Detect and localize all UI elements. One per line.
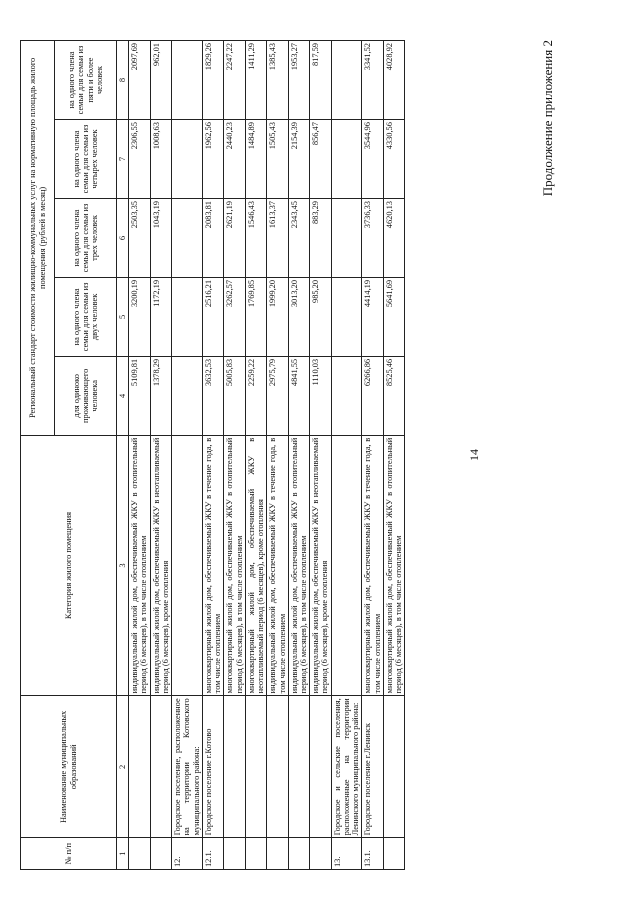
row-value: 3262,57 (224, 277, 245, 356)
row-value: 962,01 (150, 41, 171, 120)
row-value: 883,29 (310, 199, 331, 278)
row-value: 6266,86 (362, 356, 383, 435)
row-number (267, 838, 288, 870)
row-value: 2083,81 (202, 199, 223, 278)
row-value: 1953,27 (288, 41, 309, 120)
table-row (288, 41, 309, 870)
standards-table (20, 40, 405, 870)
row-value (331, 41, 362, 120)
row-number (288, 838, 309, 870)
row-category (331, 435, 362, 696)
row-value: 2306,55 (129, 120, 150, 199)
row-municipality: Городское и сельские поселения, расположенные на территории Ленинского муниципального района: (331, 696, 362, 838)
row-value: 1505,43 (267, 120, 288, 199)
row-category (172, 435, 203, 696)
table-row (129, 41, 150, 870)
row-value (331, 120, 362, 199)
row-municipality: Городское поселение г.Ленинск (362, 696, 383, 838)
row-value: 1378,29 (150, 356, 171, 435)
row-category: индивидуальный жилой дом, обеспечиваемый ЖКУ в течение года, в том числе отоплением (267, 435, 288, 696)
table-row (150, 41, 171, 870)
table-row (362, 41, 383, 870)
table-row (310, 41, 331, 870)
row-value (172, 277, 203, 356)
row-municipality: Городское поселение г.Котово (202, 696, 223, 838)
row-category: индивидуальный жилой дом, обеспечиваемый ЖКУ в неотапливаемый период (6 месяцев), кроме отопления (150, 435, 171, 696)
header-num: № п/п (21, 838, 117, 870)
row-value: 4414,19 (362, 277, 383, 356)
row-value: 4620,13 (383, 199, 404, 278)
row-value: 4841,55 (288, 356, 309, 435)
row-value: 8525,46 (383, 356, 404, 435)
table-row (172, 41, 203, 870)
row-value (331, 356, 362, 435)
row-municipality: Городское поселение, расположенное на территории Котовского муниципального района: (172, 696, 203, 838)
row-value: 5109,81 (129, 356, 150, 435)
row-value: 3341,52 (362, 41, 383, 120)
row-value: 1043,19 (150, 199, 171, 278)
row-municipality (150, 696, 171, 838)
table-row (202, 41, 223, 870)
row-value: 4028,92 (383, 41, 404, 120)
row-number (310, 838, 331, 870)
row-value: 1484,89 (245, 120, 266, 199)
table-row (245, 41, 266, 870)
row-value (331, 277, 362, 356)
row-value: 1008,63 (150, 120, 171, 199)
column-number: 4 (117, 356, 129, 435)
row-value: 817,59 (310, 41, 331, 120)
row-value: 2621,19 (224, 199, 245, 278)
row-municipality (267, 696, 288, 838)
row-value: 1110,03 (310, 356, 331, 435)
row-value (172, 120, 203, 199)
header-municipality: Наименование муниципальных образований (21, 696, 117, 838)
column-number: 6 (117, 199, 129, 278)
header-sub-5: на одного члена семьи для семьи из пяти и более человек (55, 41, 117, 120)
row-value: 3736,33 (362, 199, 383, 278)
row-value (172, 41, 203, 120)
row-category: индивидуальный жилой дом, обеспечиваемый ЖКУ в отопительный период (6 месяцев), в том числе отоплением (129, 435, 150, 696)
row-number: 12. (172, 838, 203, 870)
row-category: многоквартирный жилой дом, обеспечиваемый ЖКУ в неотапливаемый период (6 месяцев), кроме отопления (245, 435, 266, 696)
row-category: индивидуальный жилой дом, обеспечиваемый ЖКУ в отопительный период (6 месяцев), в том числе отоплением (288, 435, 309, 696)
header-sub-4: на одного члена семьи для семьи из четырех человек (55, 120, 117, 199)
row-value: 2259,22 (245, 356, 266, 435)
row-municipality (310, 696, 331, 838)
row-value: 1999,20 (267, 277, 288, 356)
row-value: 1546,43 (245, 199, 266, 278)
row-value (172, 356, 203, 435)
row-category: индивидуальный жилой дом, обеспечиваемый ЖКУ в неотапливаемый период (6 месяцев), кроме отопления (310, 435, 331, 696)
row-value: 2247,22 (224, 41, 245, 120)
row-value: 2097,69 (129, 41, 150, 120)
row-number: 13. (331, 838, 362, 870)
header-category: Категория жилого помещения (21, 435, 117, 696)
row-value: 1411,29 (245, 41, 266, 120)
table-row (383, 41, 404, 870)
row-municipality (245, 696, 266, 838)
column-number: 5 (117, 277, 129, 356)
column-number: 3 (117, 435, 129, 696)
column-number: 2 (117, 696, 129, 838)
row-municipality (288, 696, 309, 838)
row-value (172, 199, 203, 278)
row-value: 3200,19 (129, 277, 150, 356)
header-sub-2: на одного члена семьи для семьи из двух человек (55, 277, 117, 356)
column-number: 1 (117, 838, 129, 870)
row-value: 1613,37 (267, 199, 288, 278)
row-number (150, 838, 171, 870)
row-value: 4330,56 (383, 120, 404, 199)
row-category: многоквартирный жилой дом, обеспечиваемый ЖКУ в отопительный период (6 месяцев), в том числе отоплением (383, 435, 404, 696)
row-value: 2516,21 (202, 277, 223, 356)
row-value: 856,47 (310, 120, 331, 199)
row-value: 1962,56 (202, 120, 223, 199)
header-sub-1: для одиноко проживающего человека (55, 356, 117, 435)
row-value: 1385,43 (267, 41, 288, 120)
row-value: 3632,53 (202, 356, 223, 435)
row-value: 2503,35 (129, 199, 150, 278)
row-value: 3013,20 (288, 277, 309, 356)
row-number (245, 838, 266, 870)
row-value: 5641,69 (383, 277, 404, 356)
row-value: 2154,39 (288, 120, 309, 199)
row-value: 2440,23 (224, 120, 245, 199)
table-row (267, 41, 288, 870)
page-number: 14 (467, 449, 481, 461)
row-value: 1172,19 (150, 277, 171, 356)
table-row (331, 41, 362, 870)
row-category: многоквартирный жилой дом, обеспечиваемый ЖКУ в отопительный период (6 месяцев), в том числе отоплением (224, 435, 245, 696)
row-value: 3544,96 (362, 120, 383, 199)
row-number: 13.1. (362, 838, 383, 870)
column-number: 8 (117, 41, 129, 120)
row-category: многоквартирный жилой дом, обеспечиваемый ЖКУ в течение года, в том числе отоплением (362, 435, 383, 696)
row-value: 5005,83 (224, 356, 245, 435)
row-category: многоквартирный жилой дом, обеспечиваемый ЖКУ в течение года, в том числе отоплением (202, 435, 223, 696)
column-number: 7 (117, 120, 129, 199)
row-value: 2975,79 (267, 356, 288, 435)
row-value: 2343,45 (288, 199, 309, 278)
row-municipality (383, 696, 404, 838)
row-municipality (224, 696, 245, 838)
row-value: 985,20 (310, 277, 331, 356)
row-municipality (129, 696, 150, 838)
row-number (129, 838, 150, 870)
row-number: 12.1. (202, 838, 223, 870)
table-row (224, 41, 245, 870)
row-value: 1829,26 (202, 41, 223, 120)
header-standard-group: Региональный стандарт стоимости жилищно-коммунальных услуг на нормативную площадь жилого помещения (рублей в месяц) (21, 41, 55, 436)
row-number (383, 838, 404, 870)
continuation-title: Продолжение приложения 2 (540, 40, 555, 197)
document-page (20, 40, 580, 870)
row-value: 1769,85 (245, 277, 266, 356)
row-number (224, 838, 245, 870)
header-sub-3: на одного члена семьи для семьи из трех человек (55, 199, 117, 278)
row-value (331, 199, 362, 278)
